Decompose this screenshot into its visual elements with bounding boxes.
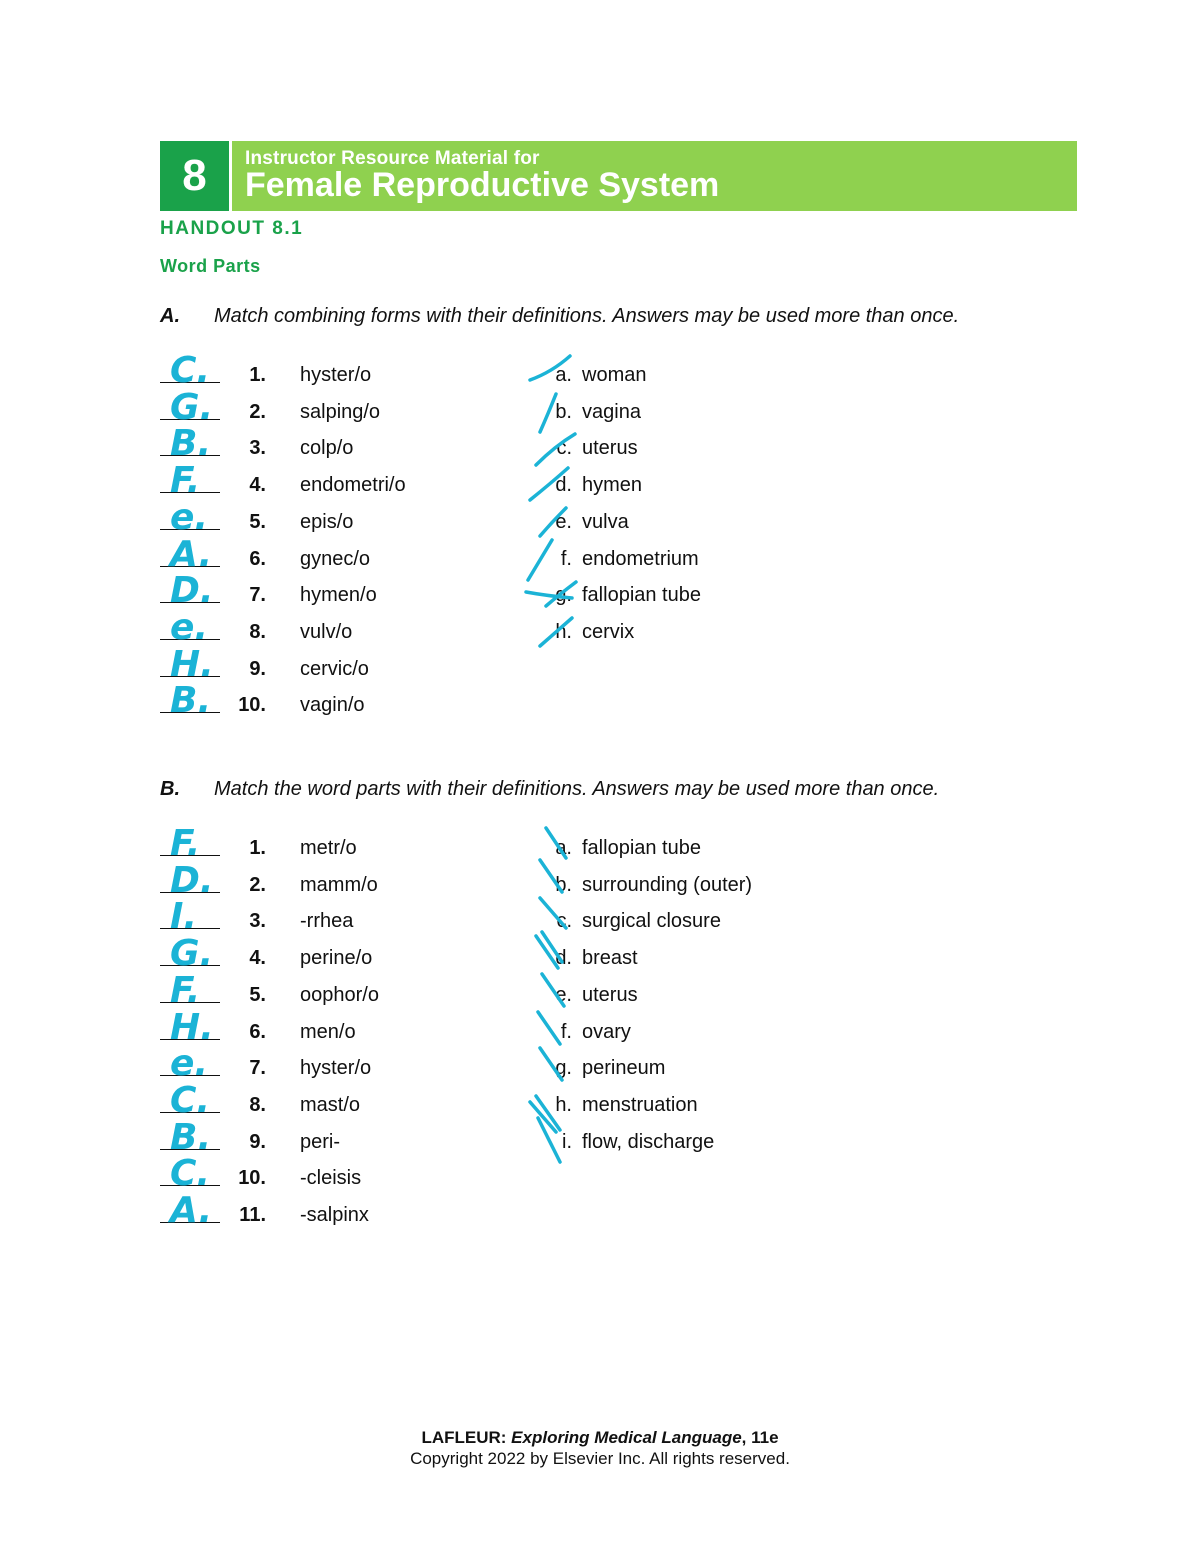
question-number: 8. — [249, 620, 266, 643]
handwritten-answer: A. — [170, 533, 213, 575]
definition-letter: e. — [555, 983, 572, 1006]
word-part-term: oophor/o — [300, 983, 379, 1006]
definition-letter: h. — [555, 1093, 572, 1116]
definition-text: breast — [582, 947, 638, 970]
definition-letter: c. — [556, 910, 572, 933]
word-part-term: vagin/o — [300, 694, 365, 717]
question-number: 10. — [238, 694, 266, 717]
word-part-term: endometri/o — [300, 474, 406, 497]
word-part-term: mamm/o — [300, 873, 378, 896]
definition-letter: i. — [562, 1130, 572, 1153]
definition-letter: g. — [555, 1057, 572, 1080]
slash-mark — [546, 828, 566, 858]
question-number: 2. — [249, 873, 266, 896]
definition-text: woman — [582, 364, 647, 386]
check-mark — [526, 592, 572, 598]
banner-subtitle: Instructor Resource Material for — [245, 148, 540, 169]
question-number: 1. — [249, 837, 266, 859]
definition-letter: a. — [555, 837, 572, 859]
word-part-term: hyster/o — [300, 1057, 372, 1080]
definition-letter: b. — [555, 873, 572, 896]
definition-text: fallopian tube — [582, 837, 701, 859]
banner-title: Female Reproductive System — [245, 166, 720, 204]
definition-text: surrounding (outer) — [582, 873, 753, 896]
definition-letter: e. — [555, 510, 572, 533]
definition-letter: d. — [555, 474, 572, 497]
check-mark — [540, 394, 556, 432]
handwritten-answer: D. — [170, 859, 214, 901]
slash-mark — [540, 1048, 562, 1080]
footer-book-title: Exploring Medical Language — [511, 1428, 742, 1447]
check-mark — [528, 540, 552, 580]
definition-letter: d. — [555, 947, 572, 970]
word-part-term: metr/o — [300, 837, 357, 859]
handwritten-answer: A. — [170, 1190, 213, 1231]
check-mark — [530, 468, 568, 500]
definition-letter: h. — [555, 620, 572, 643]
question-number: 8. — [249, 1093, 266, 1116]
part-a-letter: A. — [160, 305, 180, 327]
question-number: 9. — [249, 1130, 266, 1153]
word-part-term: gynec/o — [300, 547, 371, 570]
definition-text: uterus — [582, 437, 638, 460]
part-b-text: Match the word parts with their definitions. Answers may be used more than once. — [214, 778, 940, 800]
word-part-term: epis/o — [300, 510, 354, 533]
handwritten-answer: H. — [170, 643, 214, 685]
check-mark — [540, 508, 566, 536]
handwritten-answer: G. — [170, 386, 214, 428]
word-part-term: -rrhea — [300, 910, 354, 933]
definition-letter: b. — [555, 400, 572, 423]
word-part-term: colp/o — [300, 437, 354, 460]
handwritten-answer: C. — [170, 1079, 211, 1121]
word-part-term: hymen/o — [300, 584, 377, 607]
footer-author: LAFLEUR: — [421, 1428, 507, 1447]
footer-citation — [0, 1428, 1200, 1448]
handwritten-answer: F. — [170, 823, 201, 864]
definition-letter: g. — [555, 584, 572, 607]
slash-mark — [542, 974, 564, 1006]
footer-copyright: Copyright 2022 by Elsevier Inc. All rights reserved. — [410, 1449, 790, 1468]
word-part-term: vulv/o — [300, 620, 353, 643]
part-a-text: Match combining forms with their definitions. Answers may be used more than once. — [214, 305, 960, 327]
question-number: 5. — [249, 510, 266, 533]
definition-text: perineum — [582, 1057, 666, 1080]
check-mark — [536, 434, 575, 465]
word-part-term: peri- — [300, 1130, 341, 1153]
definition-text: ovary — [582, 1020, 631, 1043]
handwritten-answer: C. — [170, 350, 211, 391]
definition-text: fallopian tube — [582, 584, 701, 607]
definition-text: vagina — [582, 400, 641, 423]
question-number: 6. — [249, 547, 266, 570]
question-number: 9. — [249, 657, 266, 680]
definition-letter: f. — [560, 547, 572, 570]
handwritten-answer: B. — [170, 1116, 212, 1158]
definition-text: uterus — [582, 983, 638, 1006]
handwritten-answer: H. — [170, 1006, 214, 1048]
check-mark — [530, 356, 570, 380]
handwritten-answer: e. — [170, 496, 209, 538]
definition-text: cervix — [582, 620, 635, 643]
word-part-term: perine/o — [300, 947, 373, 970]
definition-text: flow, discharge — [582, 1130, 715, 1153]
question-number: 3. — [249, 437, 266, 460]
question-number: 6. — [249, 1020, 266, 1043]
word-part-term: salping/o — [300, 400, 381, 423]
question-number: 11. — [239, 1204, 266, 1226]
question-number: 2. — [249, 400, 266, 423]
question-number: 4. — [249, 474, 266, 497]
slash-mark — [540, 860, 562, 892]
handwritten-answer: e. — [170, 1043, 209, 1085]
word-part-term: hyster/o — [300, 364, 372, 386]
part-b-letter: B. — [160, 778, 180, 800]
handwritten-answer: G. — [170, 933, 214, 975]
question-number: 1. — [249, 364, 266, 386]
word-part-term: -cleisis — [300, 1167, 362, 1190]
definition-letter: c. — [556, 437, 572, 460]
slash-mark — [540, 898, 566, 928]
chapter-number: 8 — [160, 141, 229, 211]
word-part-term: -salpinx — [300, 1204, 369, 1226]
definition-text: endometrium — [582, 547, 699, 570]
definition-text: surgical closure — [582, 910, 721, 933]
definition-text: vulva — [582, 510, 629, 533]
word-part-term: men/o — [300, 1020, 356, 1043]
definition-letter: f. — [560, 1020, 572, 1043]
question-number: 5. — [249, 983, 266, 1006]
handwritten-answer: D. — [170, 570, 214, 612]
question-number: 4. — [249, 947, 266, 970]
question-number: 3. — [249, 910, 266, 933]
definition-text: hymen — [582, 474, 643, 497]
handwritten-answer: F. — [170, 969, 201, 1011]
definition-letter: a. — [555, 364, 572, 386]
slash-mark — [538, 1012, 560, 1044]
handwritten-answer: F. — [170, 460, 201, 502]
footer-edition: , 11e — [741, 1428, 779, 1447]
handwritten-answer: C. — [170, 1153, 211, 1195]
handwritten-answer: B. — [170, 680, 212, 722]
word-part-term: cervic/o — [300, 657, 369, 680]
handout-label: HANDOUT 8.1 — [160, 218, 304, 239]
handwritten-answer: B. — [170, 423, 212, 465]
handwritten-answer: e. — [170, 606, 209, 648]
section-title: Word Parts — [160, 256, 261, 276]
word-part-term: mast/o — [300, 1093, 361, 1116]
question-number: 10. — [238, 1167, 266, 1190]
check-mark — [540, 618, 572, 646]
question-number: 7. — [249, 1057, 266, 1080]
question-number: 7. — [249, 584, 266, 607]
definition-text: menstruation — [582, 1093, 698, 1116]
handwritten-answer: I. — [170, 896, 198, 938]
